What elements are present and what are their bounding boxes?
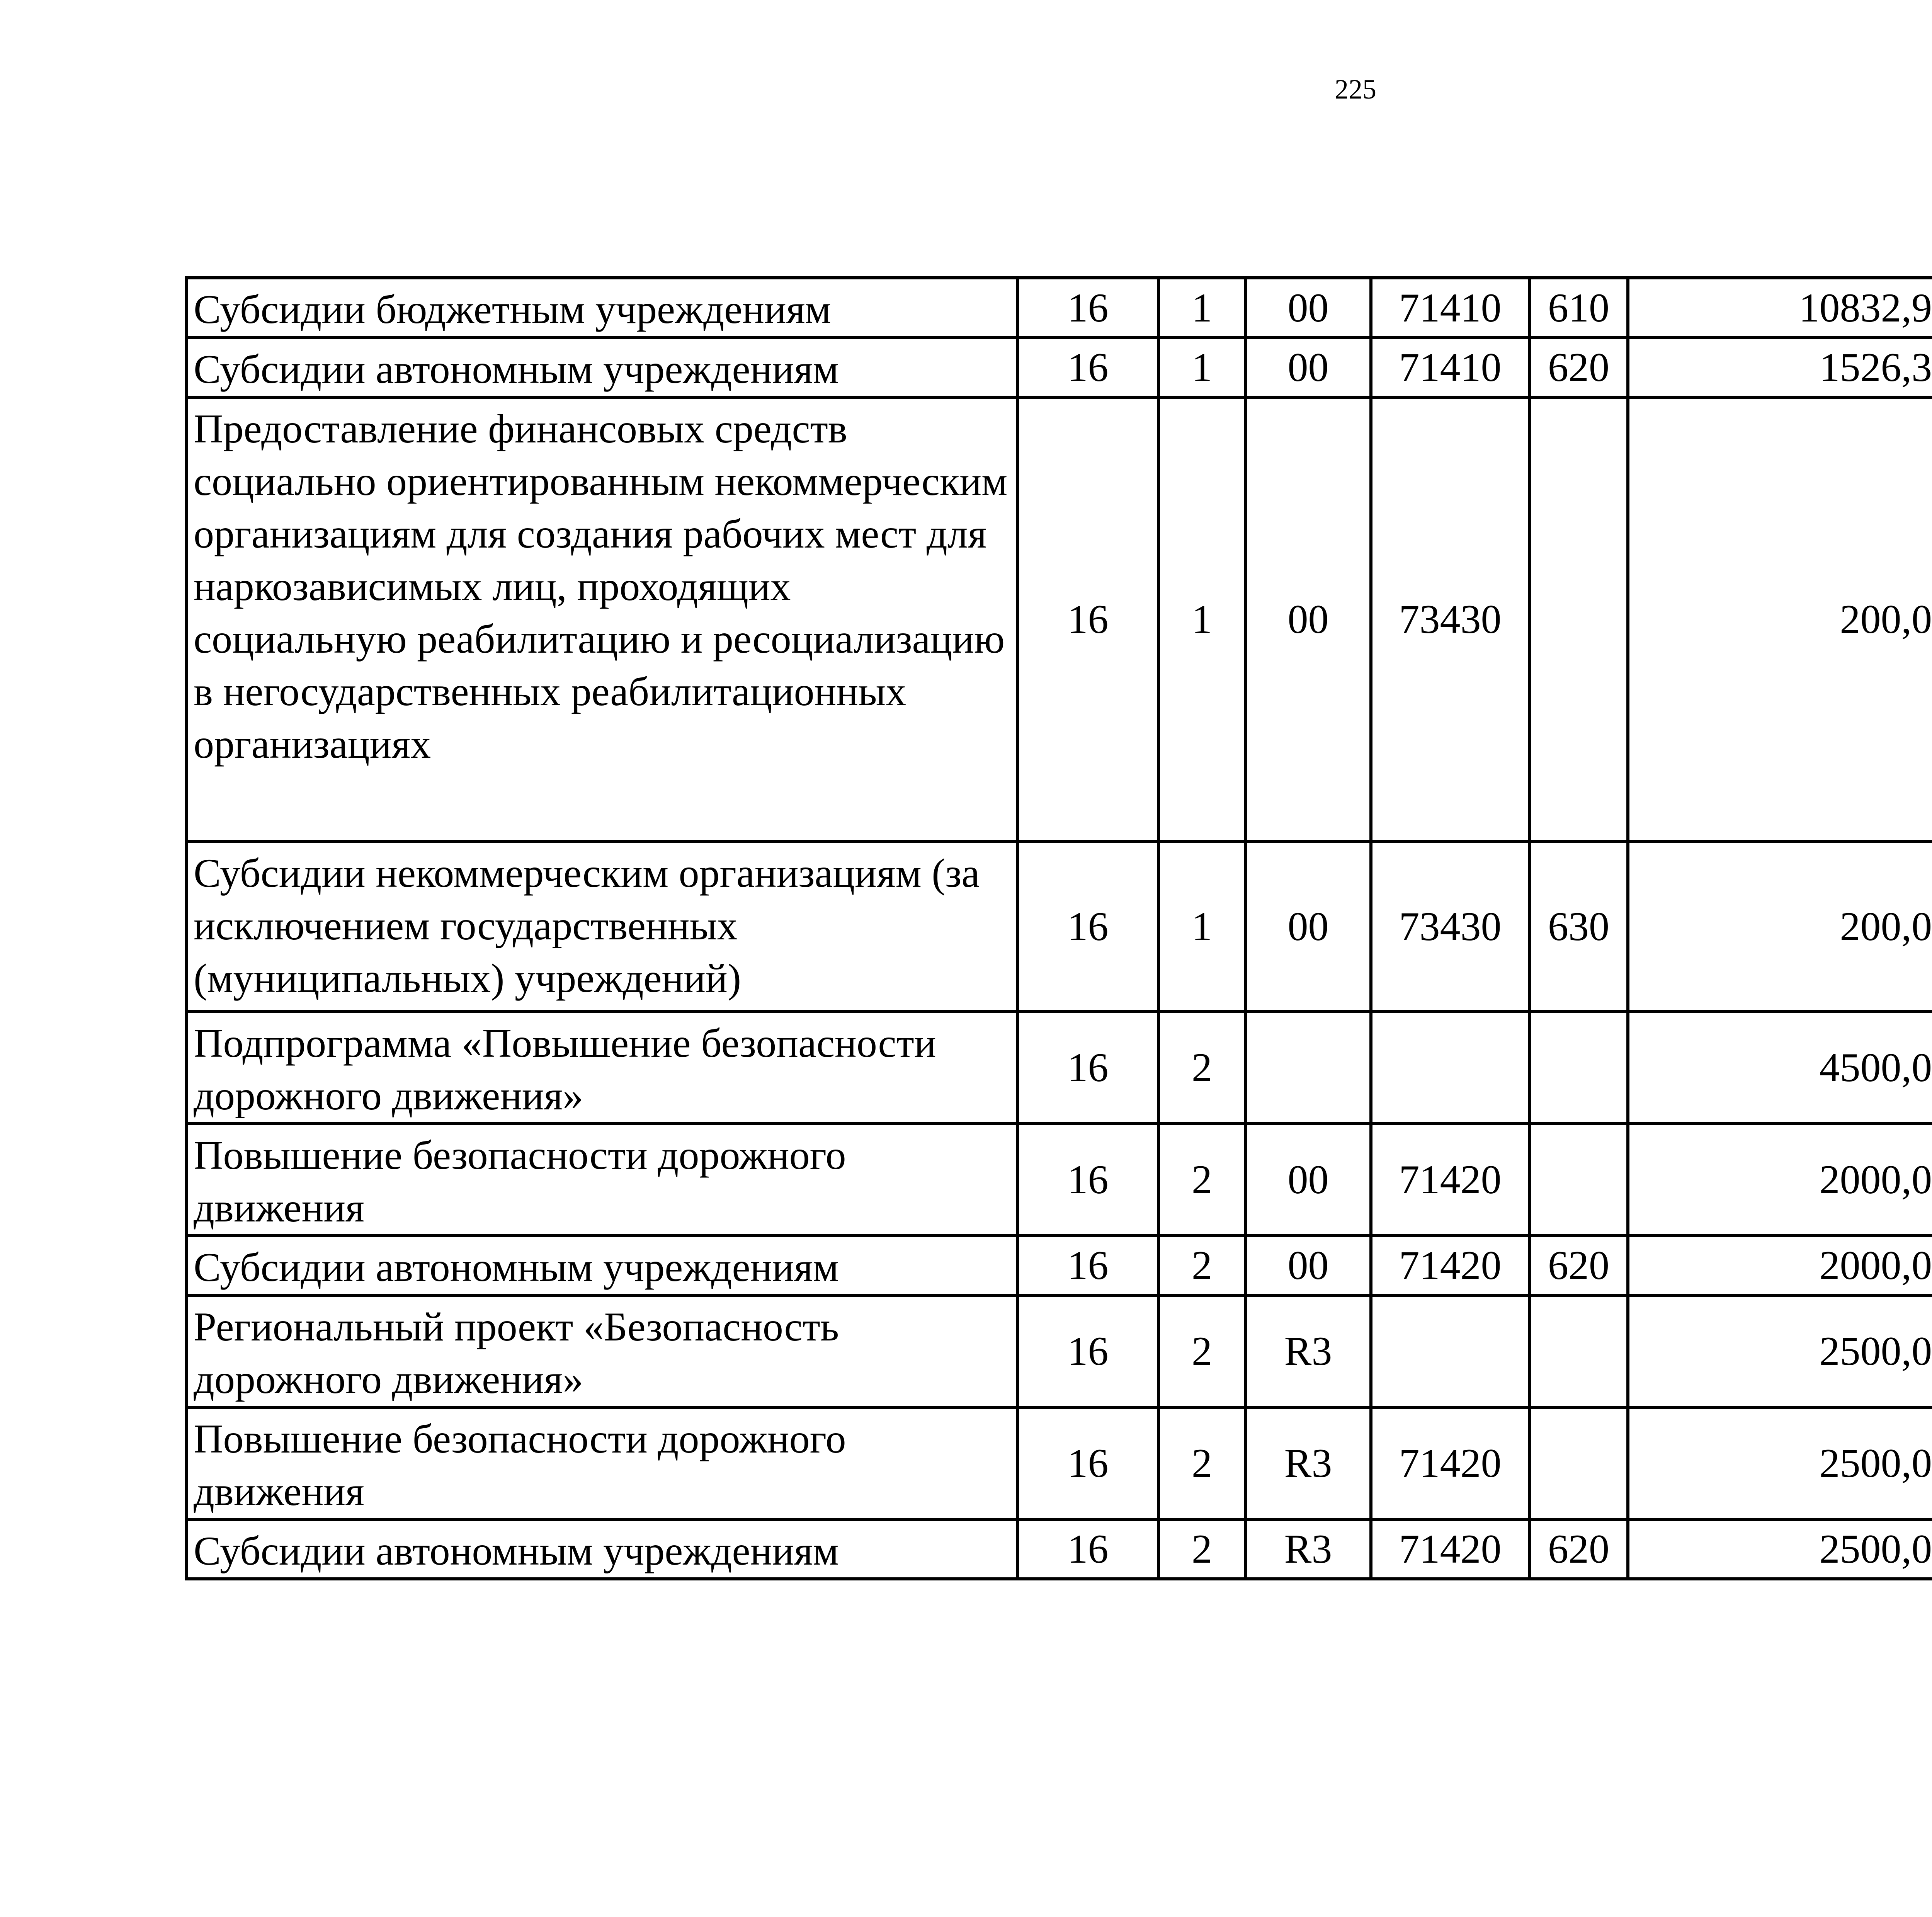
amount-year-1: 2500,0 <box>1628 1407 1932 1519</box>
amount-year-1: 200,0 <box>1628 842 1932 1012</box>
code-direction: 71410 <box>1371 338 1529 397</box>
code-event: 00 <box>1245 397 1371 842</box>
budget-table <box>185 276 1932 1580</box>
code-program: 16 <box>1017 397 1158 842</box>
code-direction <box>1371 1295 1529 1407</box>
code-event: R3 <box>1245 1519 1371 1579</box>
code-program: 16 <box>1017 1236 1158 1295</box>
code-expense-type: 620 <box>1529 1519 1628 1579</box>
table-row <box>187 1519 1932 1579</box>
amount-year-1: 2500,0 <box>1628 1295 1932 1407</box>
code-expense-type <box>1529 1295 1628 1407</box>
code-program: 16 <box>1017 338 1158 397</box>
amount-year-1: 10832,9 <box>1628 278 1932 338</box>
code-subprogram: 1 <box>1158 397 1245 842</box>
code-direction <box>1371 1012 1529 1124</box>
code-program: 16 <box>1017 278 1158 338</box>
table-row <box>187 1407 1932 1519</box>
table-row <box>187 1295 1932 1407</box>
code-subprogram: 1 <box>1158 338 1245 397</box>
code-subprogram: 1 <box>1158 278 1245 338</box>
code-program: 16 <box>1017 1012 1158 1124</box>
page-number: 225 <box>1335 74 1376 105</box>
code-event: 00 <box>1245 278 1371 338</box>
table-row <box>187 338 1932 397</box>
code-expense-type <box>1529 1012 1628 1124</box>
code-expense-type <box>1529 1124 1628 1236</box>
table-row <box>187 1012 1932 1124</box>
amount-year-1: 200,0 <box>1628 397 1932 842</box>
code-direction: 73430 <box>1371 842 1529 1012</box>
code-event: 00 <box>1245 1124 1371 1236</box>
code-direction: 71420 <box>1371 1519 1529 1579</box>
code-subprogram: 2 <box>1158 1519 1245 1579</box>
table-row <box>187 1124 1932 1236</box>
table-row <box>187 1236 1932 1295</box>
code-event: 00 <box>1245 1236 1371 1295</box>
code-subprogram: 2 <box>1158 1407 1245 1519</box>
amount-year-1: 2500,0 <box>1628 1519 1932 1579</box>
table-row <box>187 397 1932 842</box>
row-name: Повышение безопасности дорожного движения <box>187 1124 1017 1236</box>
code-subprogram: 2 <box>1158 1236 1245 1295</box>
code-direction: 71420 <box>1371 1236 1529 1295</box>
row-name: Региональный проект «Безопасность дорожного движения» <box>187 1295 1017 1407</box>
code-program: 16 <box>1017 1519 1158 1579</box>
code-subprogram: 1 <box>1158 842 1245 1012</box>
amount-year-1: 4500,0 <box>1628 1012 1932 1124</box>
code-program: 16 <box>1017 842 1158 1012</box>
code-program: 16 <box>1017 1124 1158 1236</box>
row-name: Субсидии бюджетным учреждениям <box>187 278 1017 338</box>
code-subprogram: 2 <box>1158 1124 1245 1236</box>
row-name: Повышение безопасности дорожного движения <box>187 1407 1017 1519</box>
code-expense-type <box>1529 397 1628 842</box>
code-expense-type: 620 <box>1529 338 1628 397</box>
code-direction: 73430 <box>1371 397 1529 842</box>
row-name: Субсидии некоммерческим организациям (за исключением государственных (муниципальных) учреждений) <box>187 842 1017 1012</box>
row-name: Субсидии автономным учреждениям <box>187 1519 1017 1579</box>
code-direction: 71410 <box>1371 278 1529 338</box>
table-row <box>187 278 1932 338</box>
code-expense-type: 620 <box>1529 1236 1628 1295</box>
row-name: Предоставление финансовых средств социально ориентированным некоммерческим организациям для создания рабочих мест для наркозависимых лиц, проходящих социальную реабилитацию и ресоциализацию в негосударственных реабилитационных организациях <box>187 397 1017 842</box>
code-subprogram: 2 <box>1158 1012 1245 1124</box>
code-program: 16 <box>1017 1295 1158 1407</box>
row-name: Подпрограмма «Повышение безопасности дорожного движения» <box>187 1012 1017 1124</box>
code-subprogram: 2 <box>1158 1295 1245 1407</box>
code-direction: 71420 <box>1371 1407 1529 1519</box>
code-event <box>1245 1012 1371 1124</box>
amount-year-1: 2000,0 <box>1628 1236 1932 1295</box>
amount-year-1: 2000,0 <box>1628 1124 1932 1236</box>
code-event: 00 <box>1245 338 1371 397</box>
table-row <box>187 842 1932 1012</box>
code-expense-type: 630 <box>1529 842 1628 1012</box>
code-event: 00 <box>1245 842 1371 1012</box>
amount-year-1: 1526,3 <box>1628 338 1932 397</box>
code-program: 16 <box>1017 1407 1158 1519</box>
row-name: Субсидии автономным учреждениям <box>187 338 1017 397</box>
code-event: R3 <box>1245 1295 1371 1407</box>
code-event: R3 <box>1245 1407 1371 1519</box>
code-direction: 71420 <box>1371 1124 1529 1236</box>
code-expense-type <box>1529 1407 1628 1519</box>
code-expense-type: 610 <box>1529 278 1628 338</box>
row-name: Субсидии автономным учреждениям <box>187 1236 1017 1295</box>
